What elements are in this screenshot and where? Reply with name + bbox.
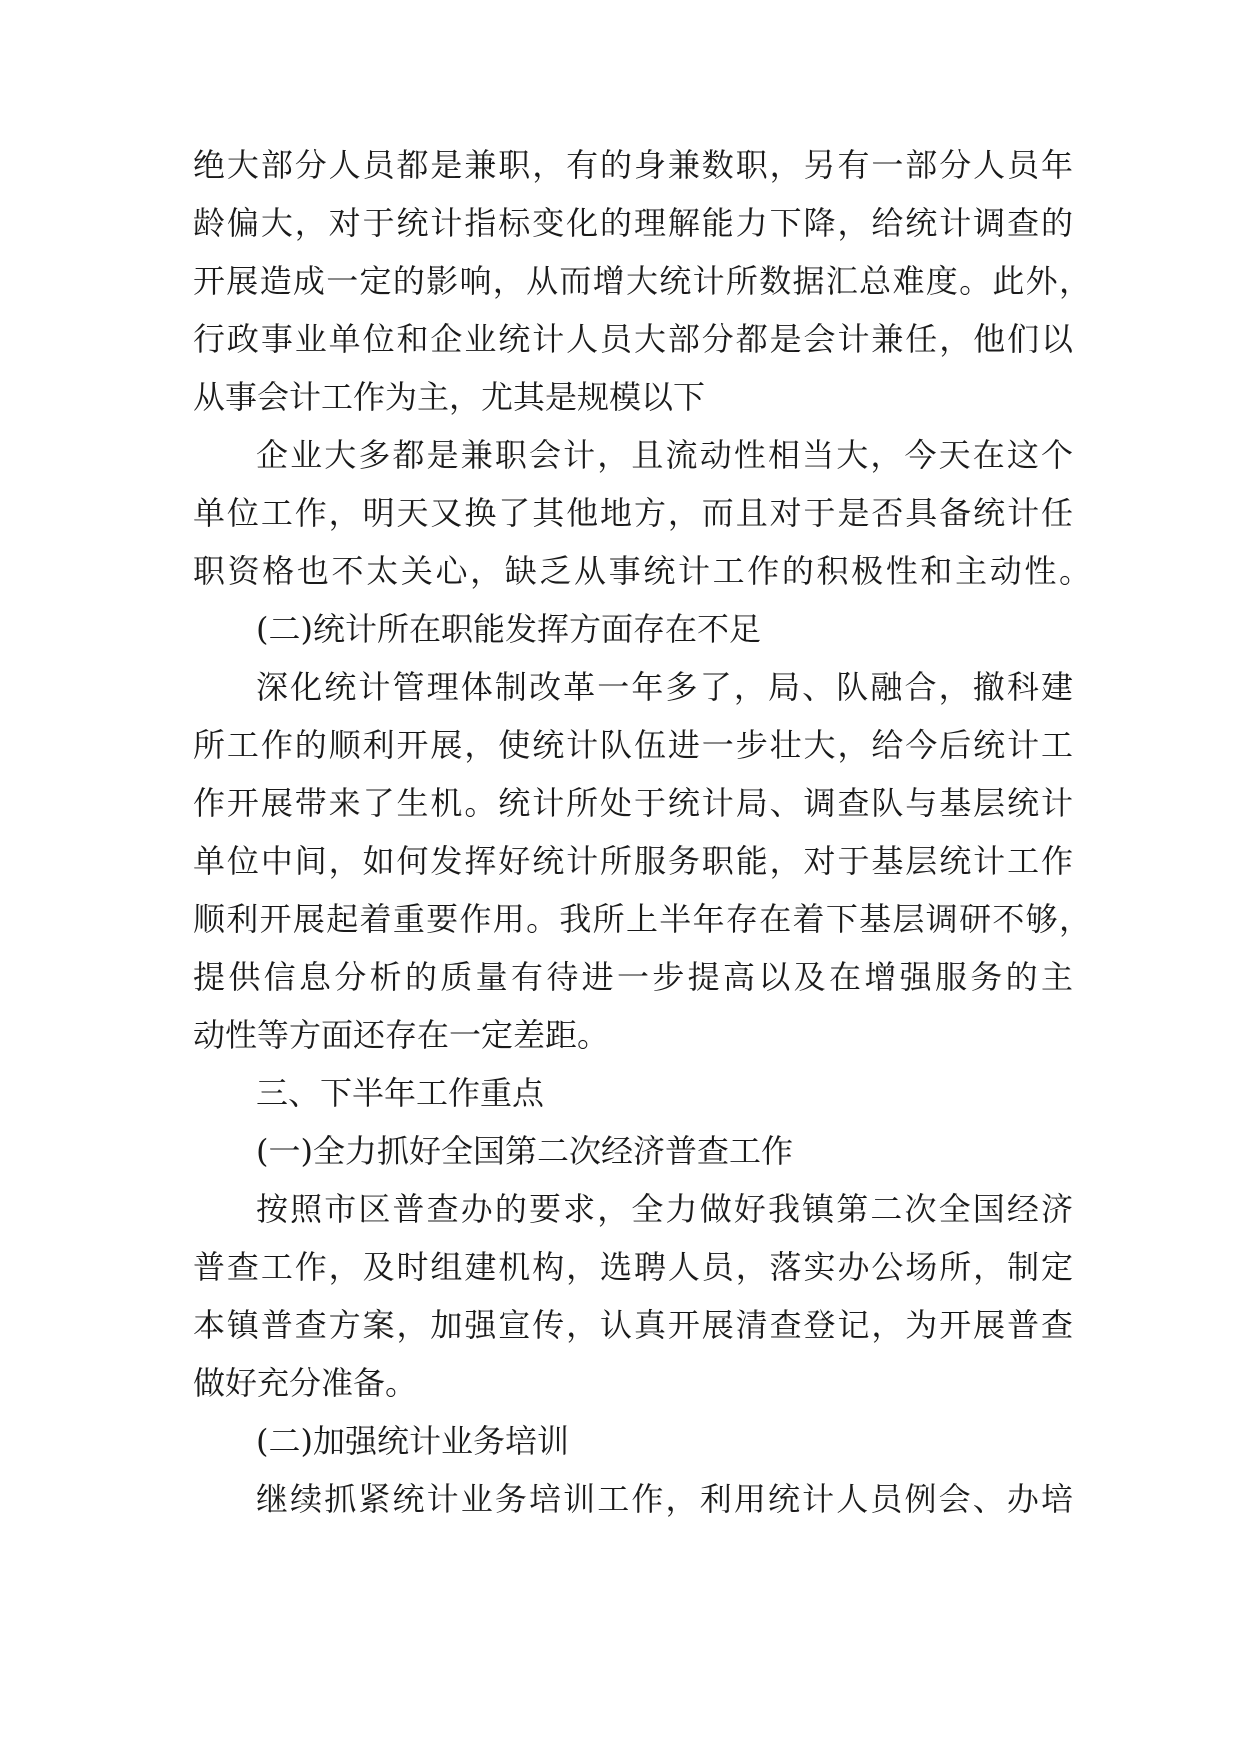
body-text-line: 所工作的顺利开展，使统计队伍进一步壮大，给今后统计工	[193, 726, 1073, 764]
body-text-line: 做好充分准备。	[193, 1364, 418, 1402]
paragraph-first-line: 企业大多都是兼职会计，且流动性相当大，今天在这个	[256, 436, 1073, 474]
section-subheading: (二)统计所在职能发挥方面存在不足	[256, 610, 761, 648]
section-subheading: (二)加强统计业务培训	[256, 1422, 569, 1460]
body-text-line: 本镇普查方案，加强宣传，认真开展清查登记，为开展普查	[193, 1306, 1073, 1344]
body-text-line: 普查工作，及时组建机构，选聘人员，落实办公场所，制定	[193, 1248, 1073, 1286]
paragraph-first-line: 按照市区普查办的要求，全力做好我镇第二次全国经济	[256, 1190, 1073, 1228]
body-text-line: 绝大部分人员都是兼职，有的身兼数职，另有一部分人员年	[193, 146, 1073, 184]
body-text-line: 作开展带来了生机。统计所处于统计局、调查队与基层统计	[193, 784, 1073, 822]
body-text-line: 职资格也不太关心，缺乏从事统计工作的积极性和主动性。	[193, 552, 1091, 590]
body-text-line: 行政事业单位和企业统计人员大部分都是会计兼任，他们以	[193, 320, 1073, 358]
section-heading: 三、下半年工作重点	[256, 1074, 545, 1112]
paragraph-first-line: 深化统计管理体制改革一年多了，局、队融合，撤科建	[256, 668, 1073, 706]
body-text-line: 开展造成一定的影响，从而增大统计所数据汇总难度。此外，	[193, 262, 1091, 300]
body-text-line: 单位中间，如何发挥好统计所服务职能，对于基层统计工作	[193, 842, 1073, 880]
section-subheading: (一)全力抓好全国第二次经济普查工作	[256, 1132, 793, 1170]
paragraph-first-line: 继续抓紧统计业务培训工作，利用统计人员例会、办培	[256, 1480, 1073, 1518]
body-text-line: 顺利开展起着重要作用。我所上半年存在着下基层调研不够，	[193, 900, 1091, 938]
body-text-line: 提供信息分析的质量有待进一步提高以及在增强服务的主	[193, 958, 1073, 996]
body-text-line: 动性等方面还存在一定差距。	[193, 1016, 610, 1054]
body-text-line: 单位工作，明天又换了其他地方，而且对于是否具备统计任	[193, 494, 1073, 532]
body-text-line: 龄偏大，对于统计指标变化的理解能力下降，给统计调查的	[193, 204, 1073, 242]
body-text-line: 从事会计工作为主，尤其是规模以下	[193, 378, 706, 416]
